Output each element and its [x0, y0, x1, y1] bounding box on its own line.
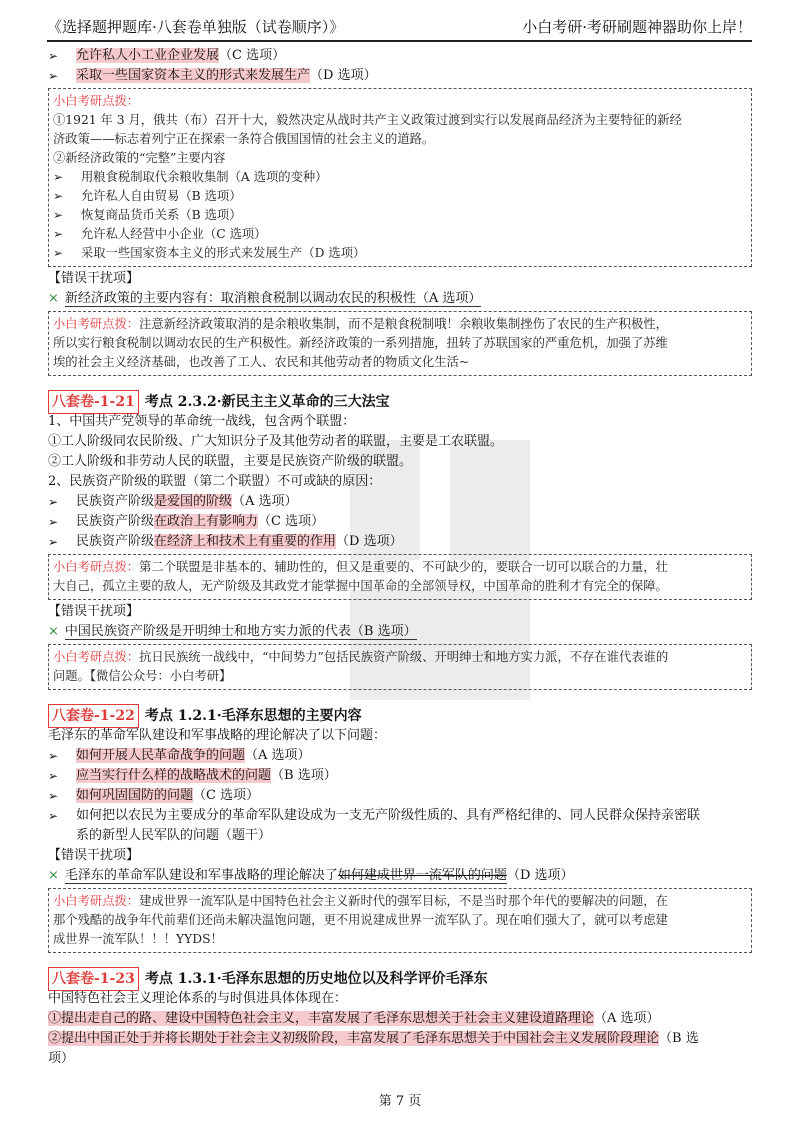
- list-item: ➢ 应当实行什么样的战略战术的问题（B 选项）: [48, 766, 752, 786]
- page-header: [47, 14, 752, 42]
- list-item: ➢ 如何把以农民为主要成分的革命军队建设成为一支无产阶级性质的、具有严格纪律的、同人民群众保持亲密联: [48, 806, 752, 826]
- tip-box: 小白考研点拨： ①1921 年 3 月，俄共（布）召开十大，毅然决定从战时共产主义政策过渡到实行以发展商品经济为主要特征的新经 济政策——标志着列宁正在探索一条符合俄国国情的社会主义的道路。 ②新经济政策的“完整”主要内容 ➢ 用粮食税制取代余粮收集制（A 选项的变种） ➢ 允许私人自由贸易（B 选项） ➢ 恢复商品货币关系（B 选项） ➢ 允许私人经营中小企业（C 选项） ➢ 采取一些国家资本主义的形式来发展生产（D 选项）: [48, 88, 752, 267]
- section-title: 八套卷-1-21 考点 2.3.2·新民主主义革命的三大法宝: [48, 390, 752, 412]
- list-item: ➢ 允许私人自由贸易（B 选项）: [53, 187, 747, 206]
- list-item: ➢ 如何开展人民革命战争的问题（A 选项）: [48, 746, 752, 766]
- list-item: ➢ 采取一些国家资本主义的形式来发展生产（D 选项）: [53, 244, 747, 263]
- error-label: 【错误干扰项】: [48, 848, 140, 863]
- list-item: ➢ 允许私人经营中小企业（C 选项）: [53, 225, 747, 244]
- error-item: × 新经济政策的主要内容有：取消粮食税制以调动农民的积极性（A 选项）: [48, 291, 482, 306]
- section-tag: 八套卷-1-21: [48, 390, 139, 414]
- error-label: 【错误干扰项】: [48, 271, 140, 286]
- list-item: ➢ 如何巩固国防的问题（C 选项）: [48, 786, 752, 806]
- section-title: 八套卷-1-23 考点 1.3.1·毛泽东思想的历史地位以及科学评价毛泽东: [48, 967, 752, 989]
- error-label: 【错误干扰项】: [48, 604, 140, 619]
- section-title: 八套卷-1-22 考点 1.2.1·毛泽东思想的主要内容: [48, 704, 752, 726]
- error-item: × 中国民族资产阶级是开明绅士和地方实力派的代表（B 选项）: [48, 624, 417, 639]
- tip-box: 小白考研点拨：注意新经济政策取消的是余粮收集制，而不是粮食税制哦！余粮收集制挫伤了农民的生产积极性， 所以实行粮食税制以调动农民的生产积极性。新经济政策的一系列措施，扭转了苏联国家的严重危机，加强了苏维 埃的社会主义经济基础，也改善了工人、农民和其他劳动者的物质文化生活~: [48, 311, 752, 376]
- cross-icon: ×: [48, 291, 59, 306]
- section-tag: 八套卷-1-22: [48, 704, 139, 728]
- error-item: × 毛泽东的革命军队建设和军事战略的理论解决了如何建成世界一流军队的问题（D 选项）: [48, 868, 574, 883]
- page-number: 第 7 页: [378, 1094, 422, 1109]
- list-item: ➢ 采取一些国家资本主义的形式来发展生产（D 选项）: [48, 66, 752, 86]
- header-left: 《选择题押题库·八套卷单独版（试卷顺序）》: [47, 18, 345, 36]
- list-item: ➢ 民族资产阶级在经济上和技术上有重要的作用（D 选项）: [48, 532, 752, 552]
- list-item: ➢ 民族资产阶级是爱国的阶级（A 选项）: [48, 492, 752, 512]
- section-tag: 八套卷-1-23: [48, 967, 139, 991]
- list-item: ➢ 民族资产阶级在政治上有影响力（C 选项）: [48, 512, 752, 532]
- tip-box: 小白考研点拨：抗日民族统一战线中，“中间势力”包括民族资产阶级、开明绅士和地方实力派，不存在谁代表谁的 问题。【微信公众号：小白考研】: [48, 644, 752, 690]
- tip-title: 小白考研点拨：: [53, 94, 140, 108]
- cross-icon: ×: [48, 624, 59, 639]
- cross-icon: ×: [48, 868, 59, 883]
- tip-box: 小白考研点拨：第二个联盟是非基本的、辅助性的，但又是重要的、不可缺少的，要联合一切可以联合的力量，壮 大自己，孤立主要的敌人，无产阶级及其政党才能掌握中国革命的全部领导权，中国革命的胜利才有完全的保障。: [48, 554, 752, 600]
- tip-box: 小白考研点拨：建成世界一流军队是中国特色社会主义新时代的强军目标，不是当时那个年代的要解决的问题，在 那个残酷的战争年代前辈们还尚未解决温饱问题，更不用说建成世界一流军队了。现在咱们强大了，就可以考虑建 成世界一流军队！！！YYDS！: [48, 888, 752, 953]
- list-item: ➢ 恢复商品货币关系（B 选项）: [53, 206, 747, 225]
- list-item: ➢ 允许私人小工业企业发展（C 选项）: [48, 46, 752, 66]
- page-content: ➢ 允许私人小工业企业发展（C 选项） ➢ 采取一些国家资本主义的形式来发展生产（D 选项） 小白考研点拨： ①1921 年 3 月，俄共（布）召开十大，毅然决定从战时共产主义政策过渡到实行以发展商品经济为主要特征的新经 济政策——标志着列宁正在探索一条符合俄国国情的社会主义的道路。 ②新经济政策的“完整”主要内容 ➢ 用粮食税制取代余粮收集制（A 选项的变种） ➢ 允许私人自由贸易（B 选项） ➢ 恢复商品货币关系（B 选项） ➢ 允许私人经营中小企业（C 选项） ➢ 采取一些国家资本主义的形式来发展生产（D 选项） 【错误干扰项】 × 新经济政策的主要内容有：取消粮食税制以调动农民的积极性（A 选项） 小白考研点拨：注意新经济政策取消的是余粮收集制，而不是粮食税制哦！余粮收集制挫伤了农民的生产积极性， 所以实行粮食税制以调动农民的生产积极性。新经济政策的一系列措施，扭转了苏联国家的严重危机，加强了苏维 埃的社会主义经济基础，也改善了工人、农民和其他劳动者的物质文化生活~ 八套卷-1-21 考点 2.3.2·新民主主义革命的三大法宝 1、中国共产党领导的革命统一战线，包含两个联盟： ①工人阶级同农民阶级、广大知识分子及其他劳动者的联盟，主要是工农联盟。 ②工人阶级和非劳动人民的联盟，主要是民族资产阶级的联盟。 2、民族资产阶级的联盟（第二个联盟）不可或缺的原因： ➢ 民族资产阶级是爱国的阶级（A 选项） ➢ 民族资产阶级在政治上有影响力（C 选项） ➢ 民族资产阶级在经济上和技术上有重要的作用（D 选项） 小白考研点拨：第二个联盟是非基本的、辅助性的，但又是重要的、不可缺少的，要联合一切可以联合的力量，壮 大自己，孤立主要的敌人，无产阶级及其政党才能掌握中国革命的全部领导权，中国革命的胜利才有完全的保障。 【错误干扰项】 × 中国民族资产阶级是开明绅士和地方实力派的代表（B 选项） 小白考研点拨：抗日民族统一战线中，“中间势力”包括民族资产阶级、开明绅士和地方实力派，不存在谁代表谁的 问题。【微信公众号：小白考研】 八套卷-1-22 考点 1.2.1·毛泽东思想的主要内容 毛泽东的革命军队建设和军事战略的理论解决了以下问题： ➢ 如何开展人民革命战争的问题（A 选项） ➢ 应当实行什么样的战略战术的问题（B 选项） ➢ 如何巩固国防的问题（C 选项） ➢ 如何把以农民为主要成分的革命军队建设成为一支无产阶级性质的、具有严格纪律的、同人民群众保持亲密联 系的新型人民军队的问题（题干） 【错误干扰项】 × 毛泽东的革命军队建设和军事战略的理论解决了如何建成世界一流军队的问题（D 选项） 小白考研点拨：建成世界一流军队是中国特色社会主义新时代的强军目标，不是当时那个年代的要解决的问题，在 那个残酷的战争年代前辈们还尚未解决温饱问题，更不用说建成世界一流军队了。现在咱们强大了，就可以考虑建 成世界一流军队！！！YYDS！ 八套卷-1-23 考点 1.3.1·毛泽东思想的历史地位以及科学评价毛泽东 中国特色社会主义理论体系的与时俱进具体体现在： ①提出走自己的路、建设中国特色社会主义，丰富发展了毛泽东思想关于社会主义建设道路理论（A 选项） ②提出中国正处于并将长期处于社会主义初级阶段，丰富发展了毛泽东思想关于中国社会主义发展阶段理论（B 选 项）: [48, 46, 752, 1069]
- list-item: ➢ 用粮食税制取代余粮收集制（A 选项的变种）: [53, 168, 747, 187]
- header-right: 小白考研·考研刷题神器助你上岸！: [522, 18, 752, 36]
